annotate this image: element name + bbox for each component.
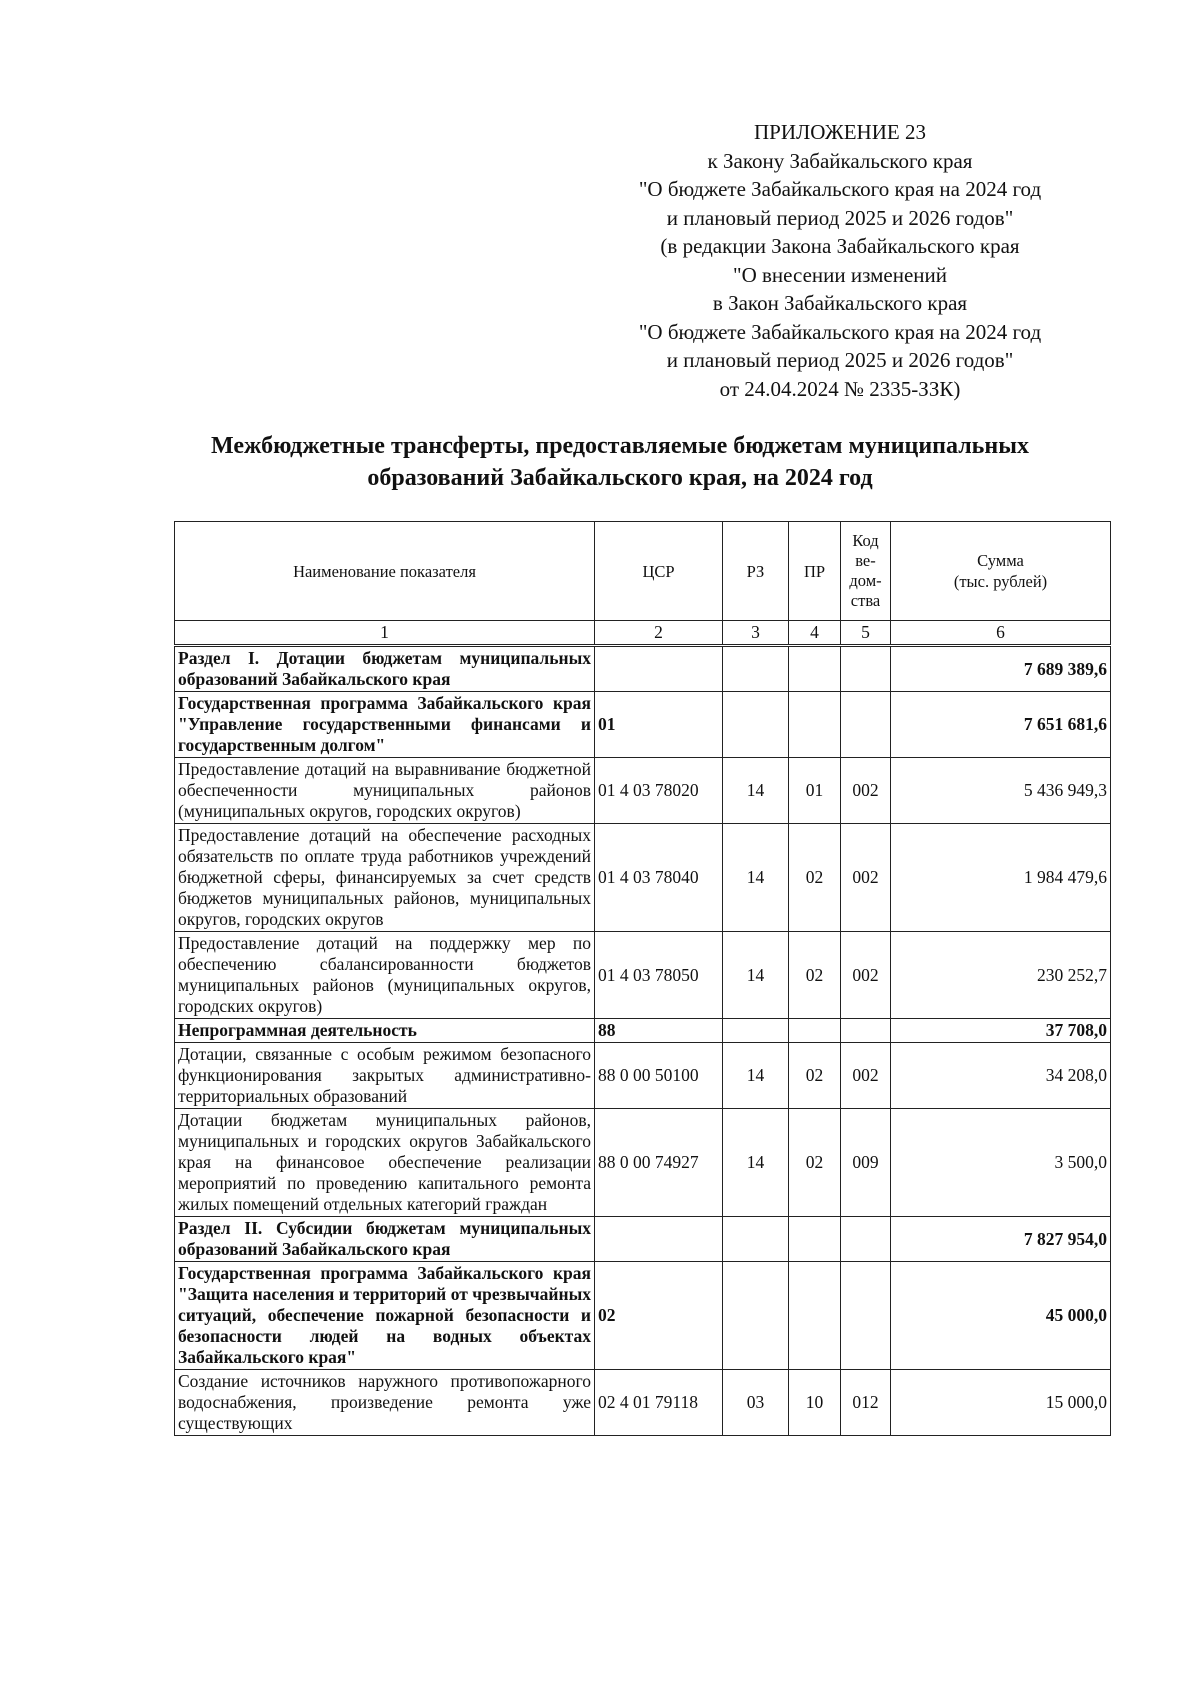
row-rz — [723, 1019, 789, 1043]
header-sum-line: Сумма — [977, 551, 1024, 570]
row-name: Раздел I. Дотации бюджетам муниципальных образований Забайкальского края — [175, 646, 595, 692]
row-csr: 88 — [595, 1019, 723, 1043]
row-pr: 02 — [789, 824, 841, 932]
row-csr: 88 0 00 50100 — [595, 1043, 723, 1109]
row-kod: 002 — [841, 1043, 891, 1109]
row-name: Предоставление дотаций на поддержку мер по обеспечению сбалансированности бюджетов муниципальных районов (муниципальных округов, городских округов) — [175, 932, 595, 1019]
row-csr: 02 — [595, 1262, 723, 1370]
header-line: и плановый период 2025 и 2026 годов" — [666, 205, 1014, 230]
row-name: Дотации, связанные с особым режимом безопасного функционирования закрытых административно-территориальных образований — [175, 1043, 595, 1109]
row-csr: 01 4 03 78050 — [595, 932, 723, 1019]
row-pr: 02 — [789, 1109, 841, 1217]
row-rz: 14 — [723, 1109, 789, 1217]
header-line: от 24.04.2024 № 2335-ЗЗК) — [719, 376, 961, 401]
row-name: Дотации бюджетам муниципальных районов, муниципальных и городских округов Забайкальского края на финансовое обеспечение реализации мероприятий по проведению капитального ремонта жилых помещений отдельных категорий граждан — [175, 1109, 595, 1217]
header-line: в Закон Забайкальского края — [712, 291, 968, 315]
row-pr: 10 — [789, 1370, 841, 1436]
row-csr: 02 4 01 79118 — [595, 1370, 723, 1436]
header-kod-line: Код — [852, 531, 879, 550]
table-row — [175, 1370, 1111, 1436]
header-line: и плановый период 2025 и 2026 годов" — [666, 348, 1014, 372]
table-row — [175, 932, 1111, 1019]
document-title — [150, 430, 1090, 494]
row-rz: 14 — [723, 758, 789, 824]
row-sum: 45 000,0 — [891, 1262, 1111, 1370]
row-pr — [789, 1262, 841, 1370]
row-csr — [595, 1217, 723, 1262]
row-name: Государственная программа Забайкальского края "Управление государственными финансами и государственным долгом" — [175, 692, 595, 758]
header-sum — [891, 522, 1111, 621]
row-rz — [723, 692, 789, 758]
row-kod: 009 — [841, 1109, 891, 1217]
column-number-row — [175, 621, 1111, 646]
table-header-row — [175, 522, 1111, 621]
header-line: "О бюджете Забайкальского края на 2024 год — [638, 319, 1042, 344]
header-line: "О бюджете Забайкальского края на 2024 год — [638, 177, 1042, 201]
row-kod: 012 — [841, 1370, 891, 1436]
row-pr — [789, 692, 841, 758]
row-rz — [723, 1217, 789, 1262]
header-line: к Закону Забайкальского края — [707, 148, 973, 173]
row-name: Предоставление дотаций на выравнивание бюджетной обеспеченности муниципальных районов (муниципальных округов, городских округов) — [175, 758, 595, 824]
row-kod — [841, 1217, 891, 1262]
row-name: Предоставление дотаций на обеспечение расходных обязательств по оплате труда работников учреждений бюджетной сферы, финансируемых за счет средств бюджетов муниципальных районов, муниципальных округов, городских округов — [175, 824, 595, 932]
row-name: Государственная программа Забайкальского края "Защита населения и территорий от чрезвычайных ситуаций, обеспечение пожарной безопасности и безопасности людей на водных объектах Забайкальского края" — [175, 1262, 595, 1370]
row-csr: 01 — [595, 692, 723, 758]
appendix-header — [600, 118, 1080, 403]
header-kod — [841, 522, 891, 621]
header-sum-line: (тыс. рублей) — [953, 572, 1048, 591]
title-line-2: образований Забайкальского края, на 2024 год — [367, 465, 873, 491]
table-row — [175, 758, 1111, 824]
header-kod-line: ве- — [855, 551, 876, 570]
row-sum: 7 651 681,6 — [891, 692, 1111, 758]
row-csr — [595, 646, 723, 692]
row-sum: 1 984 479,6 — [891, 824, 1111, 932]
column-number: 5 — [841, 621, 891, 646]
column-number: 6 — [891, 621, 1111, 646]
header-pr: ПР — [789, 522, 841, 621]
header-line: "О внесении изменений — [733, 262, 947, 287]
row-rz: 03 — [723, 1370, 789, 1436]
header-name: Наименование показателя — [175, 522, 595, 621]
row-name: Раздел II. Субсидии бюджетам муниципальных образований Забайкальского края — [175, 1217, 595, 1262]
table-row — [175, 824, 1111, 932]
row-pr: 01 — [789, 758, 841, 824]
column-number: 3 — [723, 621, 789, 646]
header-kod-line: ства — [850, 591, 881, 610]
row-rz — [723, 1262, 789, 1370]
row-kod: 002 — [841, 758, 891, 824]
row-pr — [789, 646, 841, 692]
header-rz: РЗ — [723, 522, 789, 621]
table-row — [175, 1262, 1111, 1370]
header-kod-line: дом- — [849, 571, 882, 590]
table-row — [175, 1109, 1111, 1217]
header-line: (в редакции Закона Забайкальского края — [660, 234, 1020, 258]
column-number: 4 — [789, 621, 841, 646]
row-sum: 3 500,0 — [891, 1109, 1111, 1217]
table-row — [175, 1019, 1111, 1043]
header-line: ПРИЛОЖЕНИЕ 23 — [754, 120, 926, 144]
row-kod: 002 — [841, 932, 891, 1019]
header-csr: ЦСР — [595, 522, 723, 621]
row-csr: 88 0 00 74927 — [595, 1109, 723, 1217]
row-pr — [789, 1019, 841, 1043]
row-sum: 230 252,7 — [891, 932, 1111, 1019]
transfers-table — [174, 521, 1111, 1436]
row-rz — [723, 646, 789, 692]
row-kod — [841, 692, 891, 758]
row-sum: 37 708,0 — [891, 1019, 1111, 1043]
row-name: Создание источников наружного противопожарного водоснабжения, произведение ремонта уже существующих — [175, 1370, 595, 1436]
row-kod — [841, 1262, 891, 1370]
row-sum: 34 208,0 — [891, 1043, 1111, 1109]
row-rz: 14 — [723, 824, 789, 932]
table-row — [175, 1217, 1111, 1262]
column-number: 1 — [175, 621, 595, 646]
table-row — [175, 646, 1111, 692]
row-pr: 02 — [789, 1043, 841, 1109]
row-sum: 7 689 389,6 — [891, 646, 1111, 692]
title-line-1: Межбюджетные трансферты, предоставляемые бюджетам муниципальных — [211, 433, 1029, 459]
row-pr — [789, 1217, 841, 1262]
row-sum: 7 827 954,0 — [891, 1217, 1111, 1262]
row-sum: 5 436 949,3 — [891, 758, 1111, 824]
row-rz: 14 — [723, 932, 789, 1019]
row-kod — [841, 1019, 891, 1043]
row-csr: 01 4 03 78040 — [595, 824, 723, 932]
row-sum: 15 000,0 — [891, 1370, 1111, 1436]
row-kod — [841, 646, 891, 692]
table-row — [175, 1043, 1111, 1109]
table-row — [175, 692, 1111, 758]
row-name: Непрограммная деятельность — [175, 1019, 595, 1043]
row-rz: 14 — [723, 1043, 789, 1109]
row-pr: 02 — [789, 932, 841, 1019]
row-csr: 01 4 03 78020 — [595, 758, 723, 824]
row-kod: 002 — [841, 824, 891, 932]
column-number: 2 — [595, 621, 723, 646]
